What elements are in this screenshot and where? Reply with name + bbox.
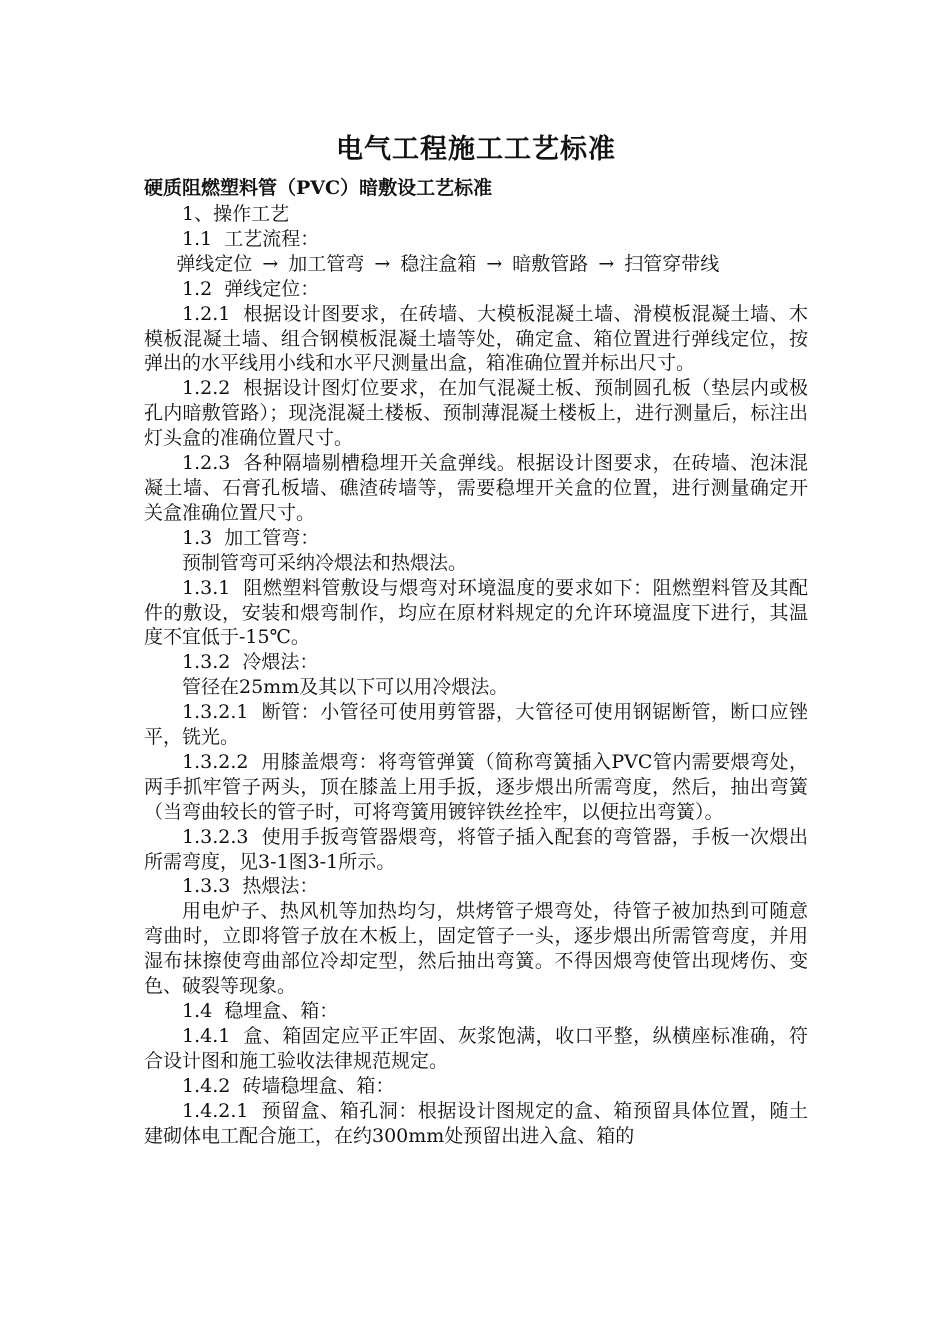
- process-flow: 弹线定位 → 加工管弯 → 稳注盒箱 → 暗敷管路 → 扫管穿带线: [176, 252, 720, 275]
- paragraph: 1.4 稳埋盒、箱：: [182, 1000, 339, 1022]
- section-heading: 硬质阻燃塑料管（PVC）暗敷设工艺标准: [144, 177, 493, 199]
- paragraph: 1.3.3 热煨法：: [182, 875, 319, 898]
- paragraph: 1.3 加工管弯：: [182, 526, 320, 549]
- paragraph: 1.2 弹线定位：: [182, 277, 320, 300]
- paragraph: 1.1 工艺流程：: [182, 227, 320, 250]
- paragraph: 1.4.2 砖墙稳埋盒、箱：: [182, 1074, 395, 1097]
- document-page: [144, 128, 808, 1148]
- paragraph: 1.2.3 各种隔墙剔槽稳埋开关盒弹线。根据设计图要求，在砖墙、泡沫混凝土墙、石膏孔板墙、礁渣砖墙等，需要稳埋开关盒的位置，进行测量确定开关盒准确位置尺寸。: [144, 452, 808, 524]
- paragraph: 1.2.1 根据设计图要求，在砖墙、大模板混凝土墙、滑模板混凝土墙、木模板混凝土墙、组合钢模板混凝土墙等处，确定盒、箱位置进行弹线定位，按弹出的水平线用小线和水平尺测量出盒，箱准确位置并标出尺寸。: [144, 302, 808, 375]
- paragraph: 1.3.2.1 断管：小管径可使用剪管器，大管径可使用钢锯断管，断口应锉平，铣光。: [144, 701, 808, 749]
- paragraph: 1.3.1 阻燃塑料管敷设与煨弯对环境温度的要求如下：阻燃塑料管及其配件的敷设，安装和煨弯制作，均应在原材料规定的允许环境温度下进行，其温度不宜低于-15℃。: [144, 576, 808, 649]
- paragraph: 1.4.1 盒、箱固定应平正牢固、灰浆饱满，收口平整，纵横座标准确，符合设计图和施工验收法律规范规定。: [144, 1024, 808, 1072]
- paragraph: 管径在25mm及其以下可以用冷煨法。: [182, 676, 509, 699]
- paragraph: 1.3.2 冷煨法：: [182, 651, 319, 674]
- paragraph: 用电炉子、热风机等加热均匀，烘烤管子煨弯处，待管子被加热到可随意弯曲时，立即将管子放在木板上，固定管子一头，逐步煨出所需管弯度，并用湿布抹擦使弯曲部位冷却定型，然后抽出弯簧。不得因煨弯使管出现烤伤、变色、破裂等现象。: [144, 900, 808, 998]
- paragraph: 预制管弯可采纳冷煨法和热煨法。: [182, 551, 468, 574]
- paragraph: 1.4.2.1 预留盒、箱孔洞：根据设计图规定的盒、箱预留具体位置，随土建砌体电工配合施工，在约300mm处预留出进入盒、箱的: [144, 1099, 808, 1147]
- paragraph: 1.2.2 根据设计图灯位要求，在加气混凝土板、预制圆孔板（垫层内或极孔内暗敷管路）；现浇混凝土楼板、预制薄混凝土楼板上，进行测量后，标注出灯头盒的准确位置尺寸。: [144, 377, 808, 450]
- document-title: 电气工程施工工艺标准: [336, 134, 616, 165]
- paragraph: 1.3.2.2 用膝盖煨弯：将弯管弹簧（简称弯簧插入PVC管内需要煨弯处，两手抓牢管子两头，顶在膝盖上用手扳，逐步煨出所需弯度，然后，抽出弯簧（当弯曲较长的管子时，可将弯簧用镀锌铁丝拴牢，以便拉出弯簧）。: [144, 750, 808, 823]
- paragraph: 1.3.2.3 使用手扳弯管器煨弯，将管子插入配套的弯管器，手板一次煨出所需弯度，见3-1图3-1所示。: [144, 825, 808, 873]
- paragraph: 1、操作工艺: [182, 203, 290, 225]
